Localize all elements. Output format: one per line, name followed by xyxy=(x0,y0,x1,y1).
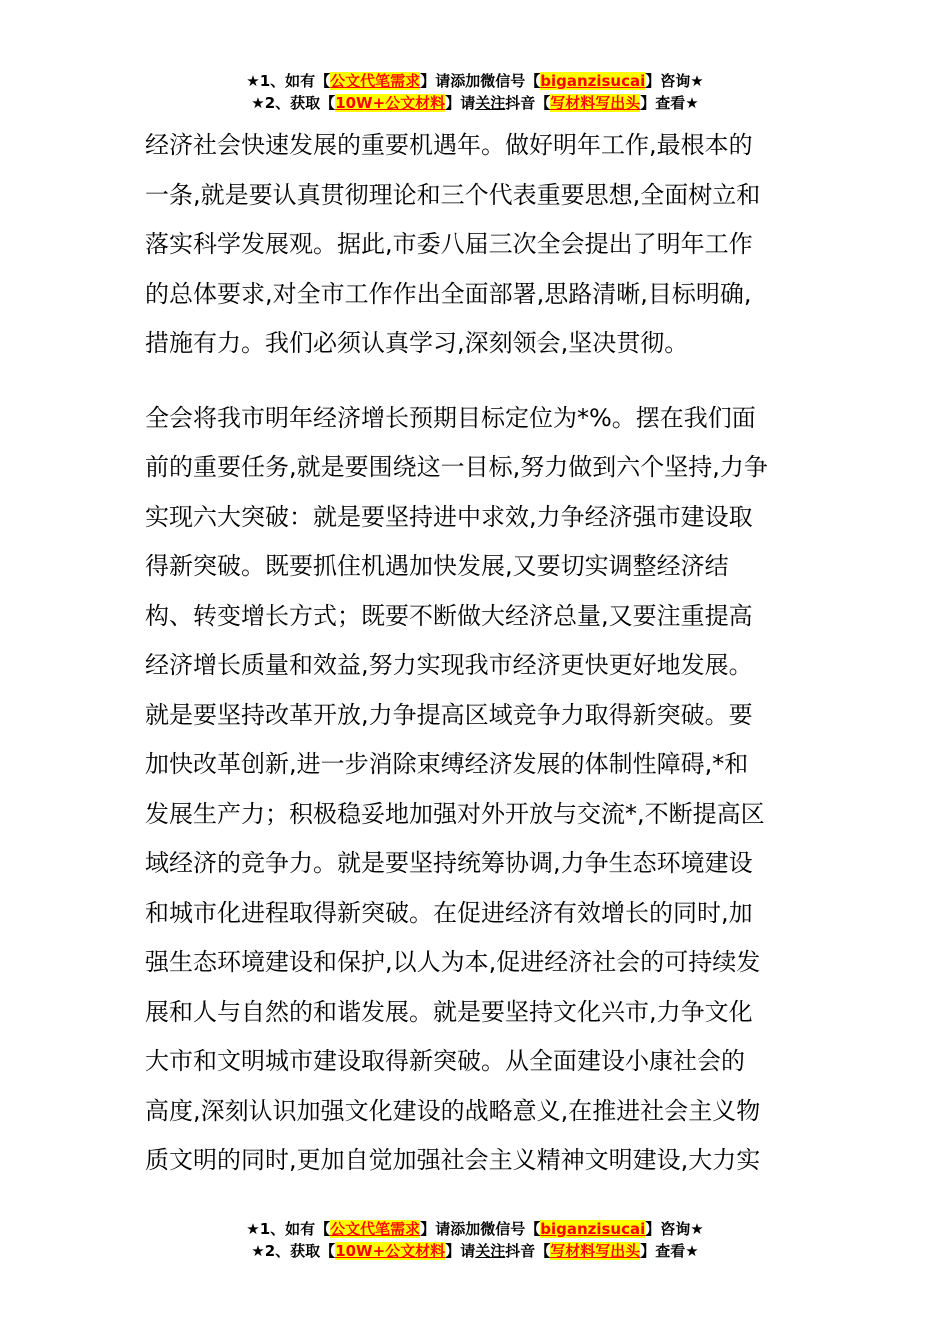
footer-line2-prefix: ★2、获取【 xyxy=(251,1242,336,1260)
footer-line2-suffix: 】查看★ xyxy=(640,1242,699,1260)
text-line: 展和人与自然的和谐发展。就是要坚持文化兴市,力争文化 xyxy=(145,997,753,1026)
footer-douyin-account-highlight: 写材料写出头 xyxy=(550,1242,641,1260)
footer-wechat-id-highlight: biganzisucai xyxy=(540,1220,646,1238)
text-line: 构、转变增长方式；既要不断做大经济总量,又要注重提高 xyxy=(145,601,753,630)
text-line: 域经济的竞争力。就是要坚持统筹协调,力争生态环境建设 xyxy=(145,849,753,877)
header-follow-underlined: 关注 xyxy=(475,94,506,112)
text-line: 落实科学发展观。据此,市委八届三次全会提出了明年工作 xyxy=(145,230,753,258)
text-line: 一条,就是要认真贯彻理论和三个代表重要思想,全面树立和 xyxy=(145,180,761,209)
header-materials-highlight: 10W+公文材料 xyxy=(335,94,446,112)
paragraph-1 xyxy=(145,121,810,369)
text-line: 就是要坚持改革开放,力争提高区域竞争力取得新突破。要 xyxy=(145,700,753,729)
text-line: 的总体要求,对全市工作作出全面部署,思路清晰,目标明确, xyxy=(145,279,752,308)
footer-line1-suffix: 】咨询★ xyxy=(645,1220,704,1238)
footer-banner xyxy=(0,1218,950,1262)
header-douyin-account-highlight: 写材料写出头 xyxy=(550,94,641,112)
text-line: 实现六大突破：就是要坚持进中求效,力争经济强市建设取 xyxy=(145,502,753,531)
header-line2-please: 】请 xyxy=(445,94,476,112)
text-line: 发展生产力；积极稳妥地加强对外开放与交流*,不断提高区 xyxy=(145,799,765,828)
header-line1-prefix: ★1、如有【 xyxy=(246,72,331,90)
footer-line1-prefix: ★1、如有【 xyxy=(246,1220,331,1238)
footer-banner-line-1 xyxy=(0,1218,950,1240)
text-line: 大市和文明城市建设取得新突破。从全面建设小康社会的 xyxy=(145,1047,745,1075)
text-line: 前的重要任务,就是要围绕这一目标,努力做到六个坚持,力争 xyxy=(145,453,768,481)
header-line2-suffix: 】查看★ xyxy=(640,94,699,112)
header-wechat-id-highlight: biganzisucai xyxy=(540,72,646,90)
header-writing-service-highlight: 公文代笔需求 xyxy=(330,72,421,90)
header-banner xyxy=(0,70,950,114)
paragraph-2 xyxy=(145,394,810,1186)
document-body xyxy=(145,121,810,1186)
text-line: 高度,深刻认识加强文化建设的战略意义,在推进社会主义物 xyxy=(145,1096,761,1125)
text-line: 经济社会快速发展的重要机遇年。做好明年工作,最根本的 xyxy=(145,131,753,159)
footer-line2-please: 】请 xyxy=(445,1242,476,1260)
header-line1-suffix: 】咨询★ xyxy=(645,72,704,90)
header-line1-mid: 】请添加微信号【 xyxy=(420,72,541,90)
text-line: 经济增长质量和效益,努力实现我市经济更快更好地发展。 xyxy=(145,651,753,679)
footer-banner-line-2 xyxy=(0,1240,950,1262)
text-line: 质文明的同时,更加自觉加强社会主义精神文明建设,大力实 xyxy=(145,1146,761,1174)
text-line: 全会将我市明年经济增长预期目标定位为*%。摆在我们面 xyxy=(145,403,756,432)
paragraph-spacer xyxy=(145,369,810,394)
header-line2-douyin: 抖音【 xyxy=(505,94,551,112)
footer-materials-highlight: 10W+公文材料 xyxy=(335,1242,446,1260)
footer-line1-mid: 】请添加微信号【 xyxy=(420,1220,541,1238)
text-line: 强生态环境建设和保护,以人为本,促进经济社会的可持续发 xyxy=(145,948,761,976)
text-line: 加快改革创新,进一步消除束缚经济发展的体制性障碍,*和 xyxy=(145,750,749,778)
text-line: 和城市化进程取得新突破。在促进经济有效增长的同时,加 xyxy=(145,898,753,927)
text-line: 得新突破。既要抓住机遇加快发展,又要切实调整经济结 xyxy=(145,552,729,580)
text-line: 措施有力。我们必须认真学习,深刻领会,坚决贯彻。 xyxy=(145,329,689,357)
footer-follow-underlined: 关注 xyxy=(475,1242,506,1260)
header-banner-line-2 xyxy=(0,92,950,114)
footer-line2-douyin: 抖音【 xyxy=(505,1242,551,1260)
header-line2-prefix: ★2、获取【 xyxy=(251,94,336,112)
footer-writing-service-highlight: 公文代笔需求 xyxy=(330,1220,421,1238)
header-banner-line-1 xyxy=(0,70,950,92)
